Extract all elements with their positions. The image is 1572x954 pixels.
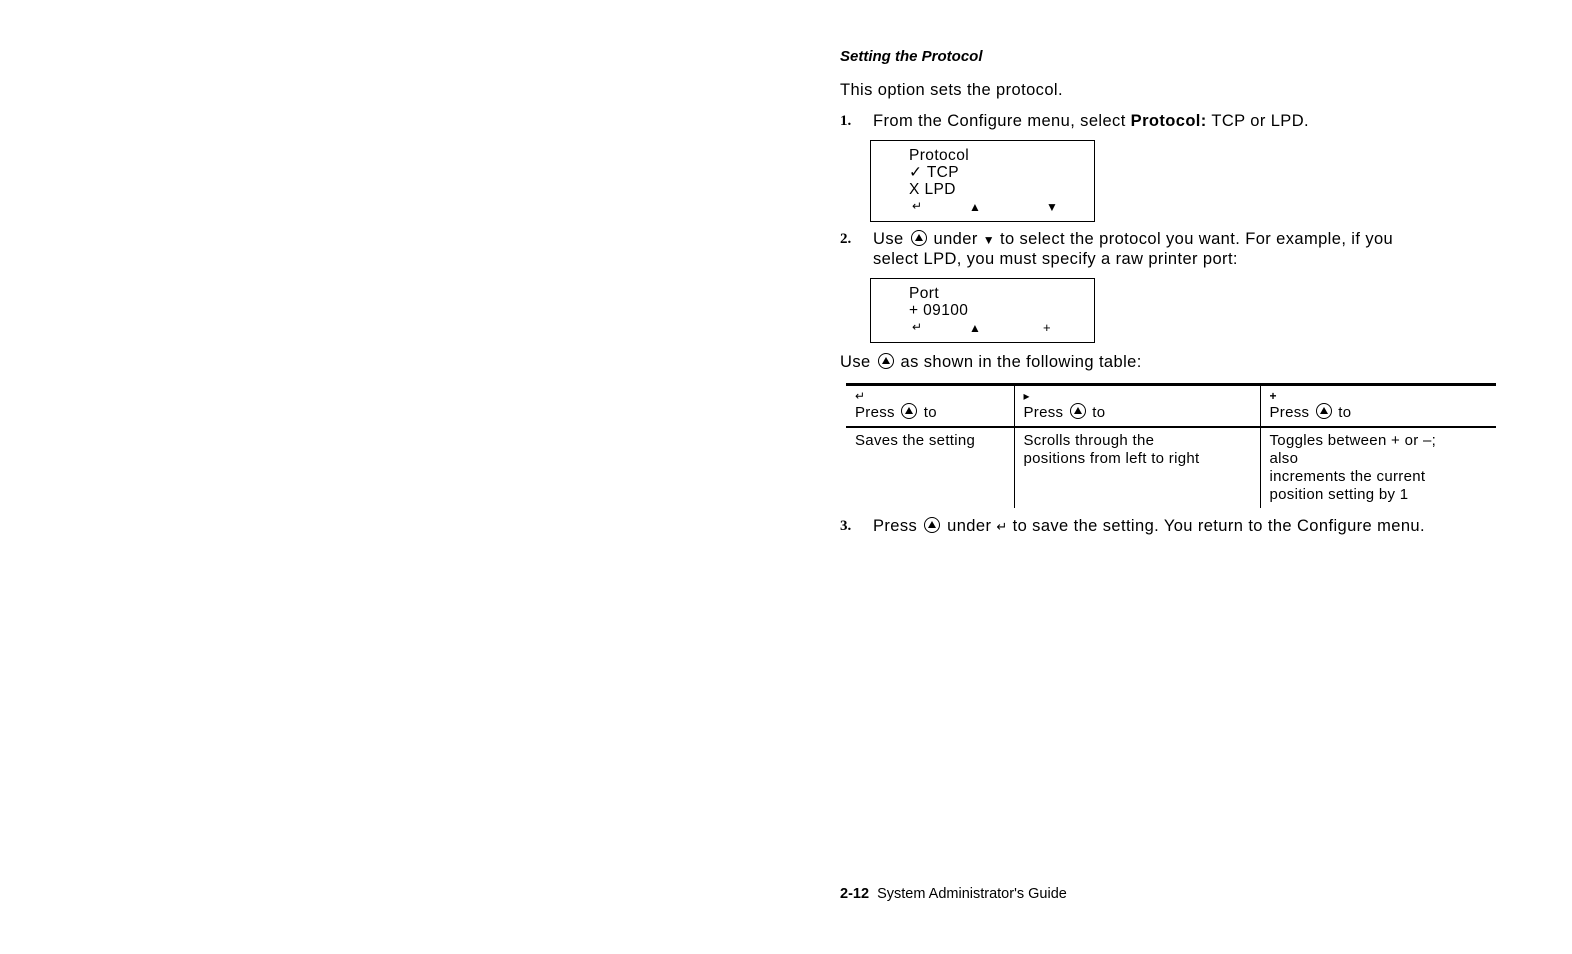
button-function-table <box>846 383 1496 508</box>
page-number: 2-12 <box>840 886 870 902</box>
lcd-port-value: + 09100 <box>909 302 969 319</box>
step-2-line-2: select LPD, you must specify a raw printer port: <box>873 250 1238 268</box>
step-3-press: Press <box>873 517 918 535</box>
table-intro-rest: as shown in the following table: <box>900 353 1142 371</box>
up-arrow-icon: ▲ <box>969 321 982 335</box>
down-arrow-icon: ▼ <box>1046 200 1059 214</box>
step-number: 2. <box>840 231 852 247</box>
header-press: Press <box>855 404 895 421</box>
press-button-icon <box>901 403 917 419</box>
section-heading: Setting the Protocol <box>840 48 983 65</box>
press-button-icon <box>1070 403 1086 419</box>
lcd-option-lpd: X LPD <box>909 181 956 198</box>
plus-icon: + <box>1043 320 1051 335</box>
table-header-row <box>846 385 1496 428</box>
lcd-title: Protocol <box>909 147 970 164</box>
lcd-protocol-display <box>870 140 1095 222</box>
enter-icon: ↵ <box>996 519 1008 534</box>
step-1-prefix: From the Configure menu, select <box>873 112 1131 130</box>
press-button-icon <box>878 353 894 369</box>
step-1-suffix: TCP or LPD. <box>1206 112 1309 130</box>
step-2-under: under <box>933 230 978 248</box>
header-press: Press <box>1269 404 1310 421</box>
lcd-port-display <box>870 278 1095 343</box>
press-button-icon <box>1316 403 1332 419</box>
step-3-rest: to save the setting. You return to the Configure menu. <box>1012 517 1425 535</box>
step-3-text <box>873 517 1425 536</box>
step-2-rest: to select the protocol you want. For example, if you <box>999 230 1394 248</box>
table-cell: Scrolls through the positions from left to right <box>1014 427 1260 508</box>
lcd-title: Port <box>909 285 940 302</box>
enter-icon: ↵ <box>912 320 923 334</box>
table-header-cell <box>1260 385 1496 428</box>
table-intro <box>840 353 1142 372</box>
step-1-bold: Protocol: <box>1130 112 1207 130</box>
table-intro-use: Use <box>840 353 871 371</box>
table-cell: Saves the setting <box>855 432 976 449</box>
header-to: to <box>923 404 937 421</box>
table-header-cell <box>846 385 1014 428</box>
table-header-cell <box>1014 385 1260 428</box>
plus-icon: + <box>1269 389 1277 403</box>
step-number: 3. <box>840 518 852 534</box>
step-2-use: Use <box>873 230 904 248</box>
enter-icon: ↵ <box>855 389 866 403</box>
lcd-option-tcp: ✓ TCP <box>909 164 960 181</box>
right-arrow-icon: ▸ <box>1023 389 1030 403</box>
header-to: to <box>1338 404 1352 421</box>
step-1-text <box>873 112 1309 131</box>
press-button-icon <box>911 230 927 246</box>
enter-icon: ↵ <box>912 199 923 213</box>
header-press: Press <box>1023 404 1064 421</box>
step-3-under: under <box>947 517 992 535</box>
step-2-text <box>873 230 1393 250</box>
page-footer <box>840 886 1067 902</box>
step-number: 1. <box>840 113 852 129</box>
up-arrow-icon: ▲ <box>969 200 982 214</box>
intro-paragraph: This option sets the protocol. <box>840 81 1063 99</box>
document-title: System Administrator's Guide <box>877 886 1067 902</box>
table-row <box>846 427 1496 508</box>
header-to: to <box>1092 404 1106 421</box>
down-arrow-icon: ▼ <box>982 233 995 247</box>
press-button-icon <box>924 517 940 533</box>
table-cell: Toggles between + or –; also increments the current position setting by 1 <box>1260 427 1496 508</box>
